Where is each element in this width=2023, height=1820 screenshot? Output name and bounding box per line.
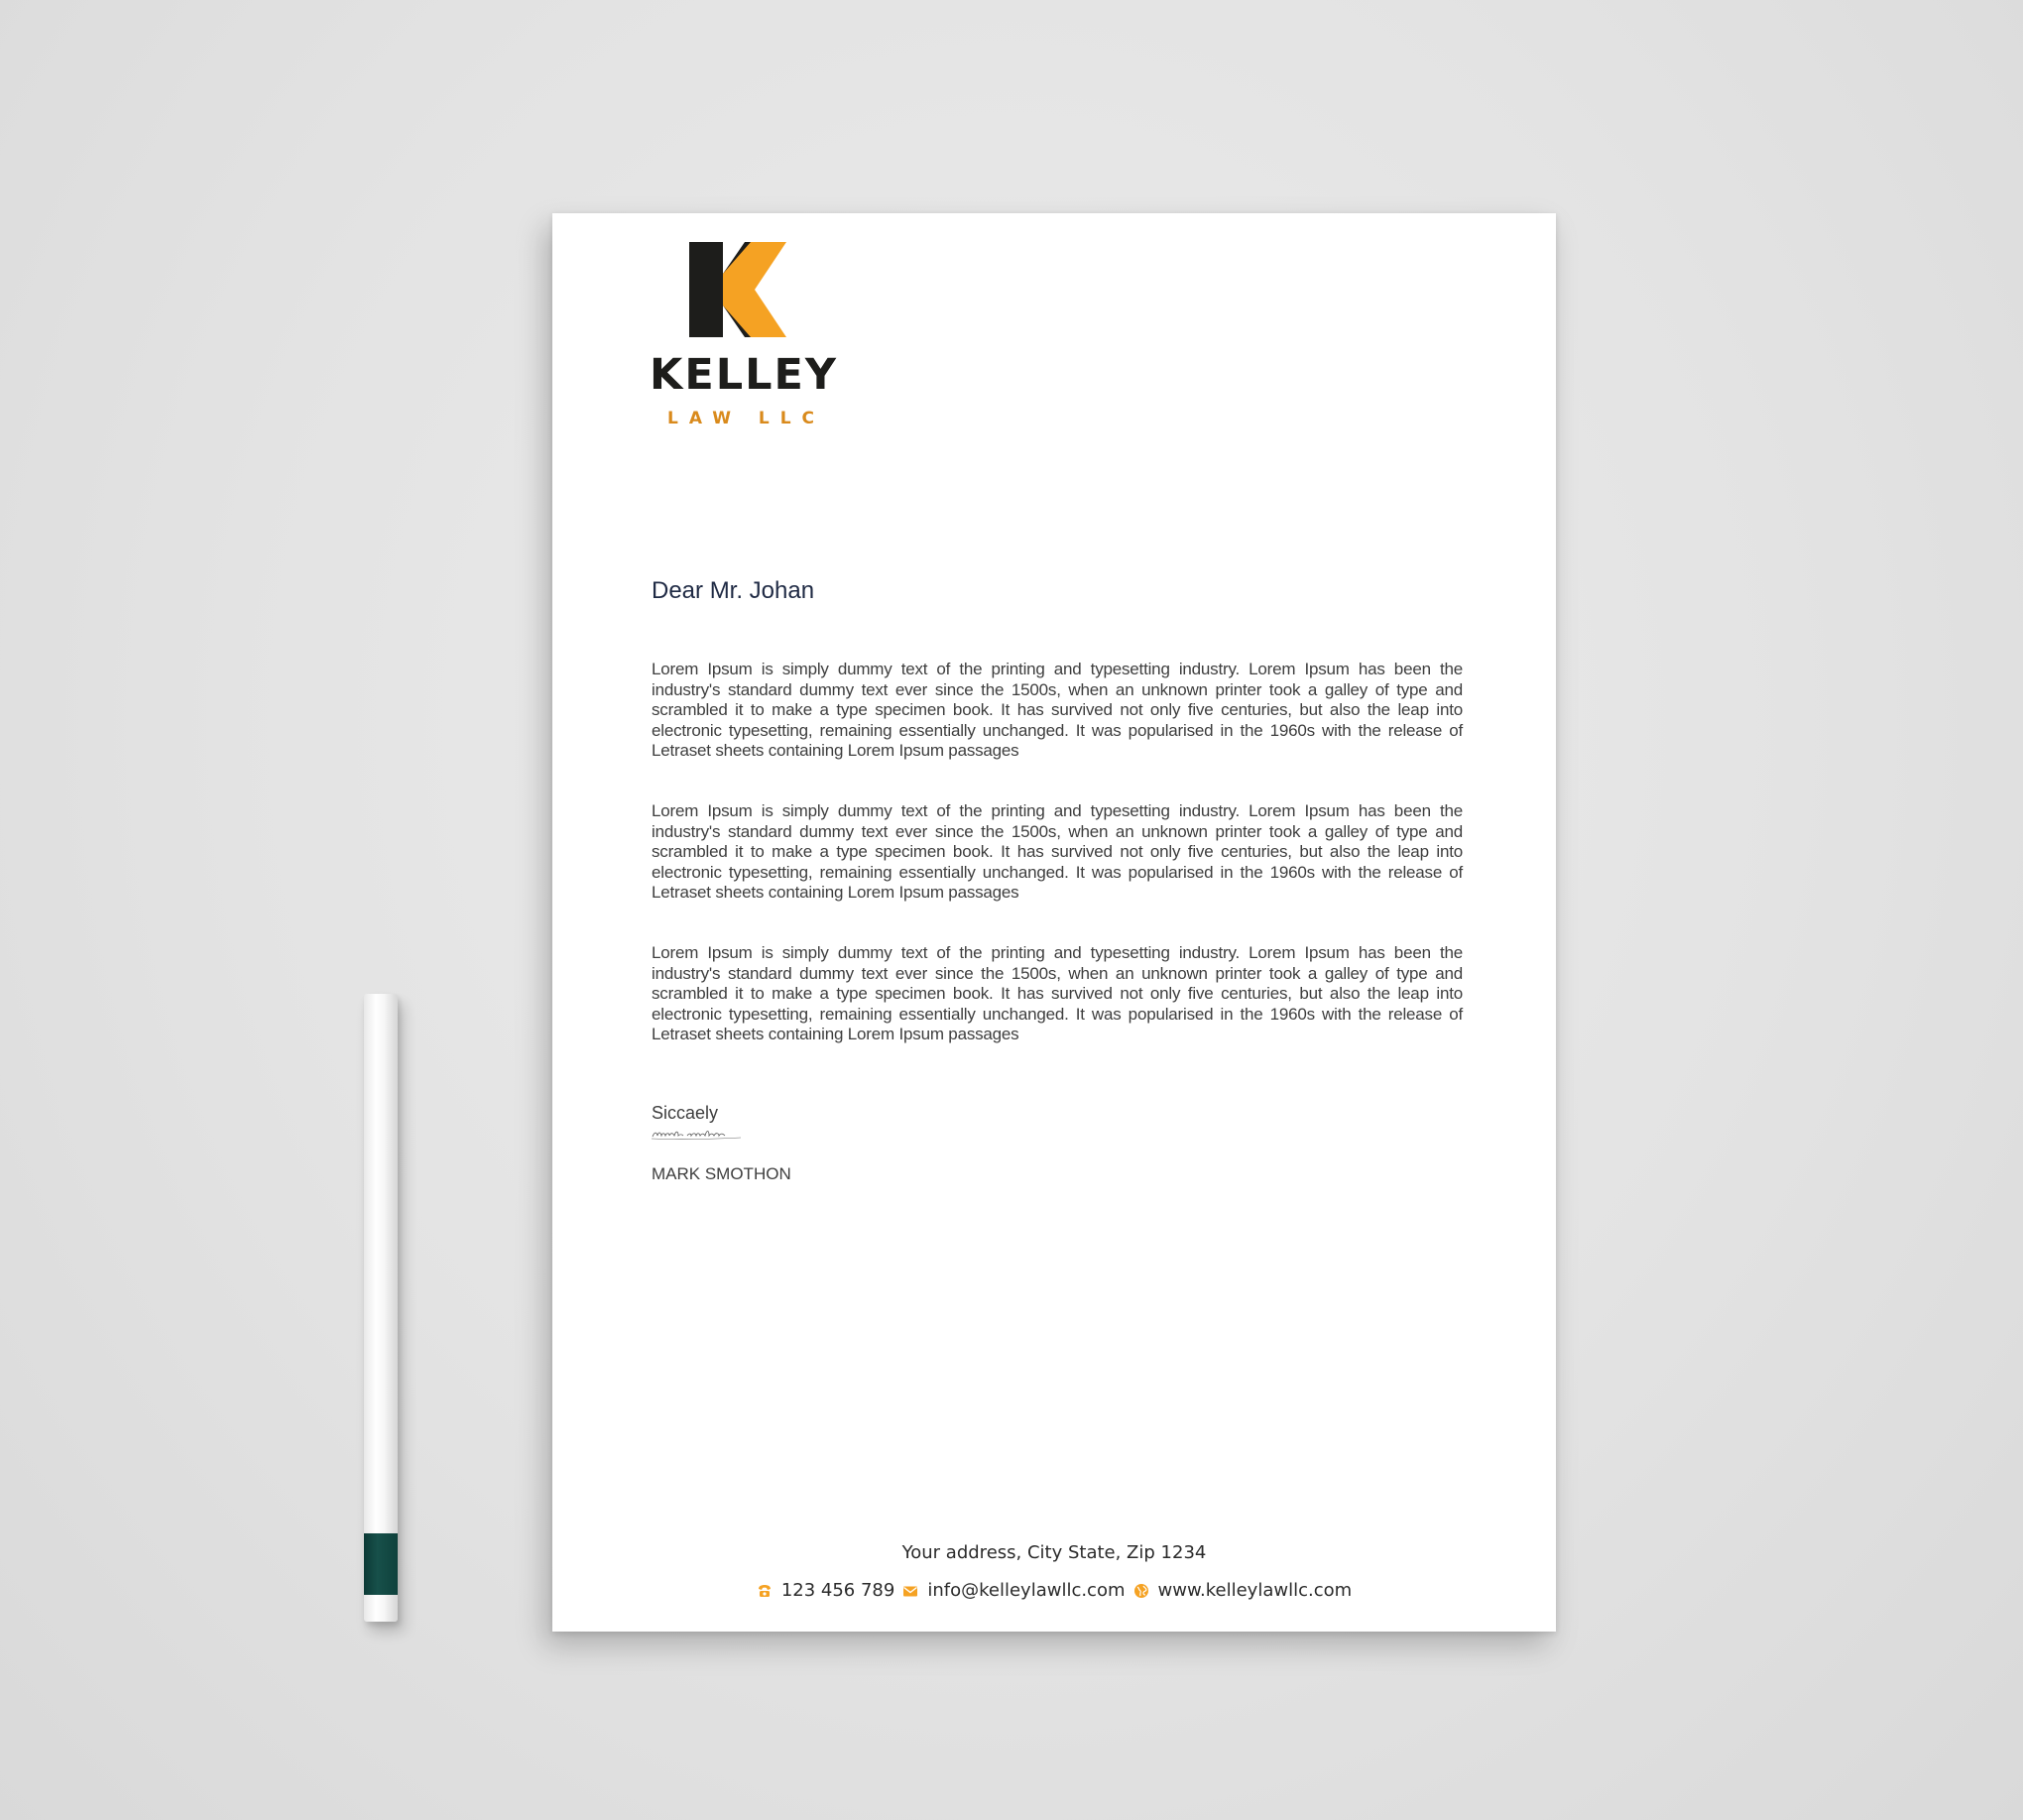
footer-address: Your address, City State, Zip 1234 <box>901 1542 1207 1563</box>
contact-phone-text: 123 456 789 <box>780 1580 895 1601</box>
handwritten-signature <box>652 1126 743 1142</box>
signer-name: MARK SMOTHON <box>652 1164 791 1183</box>
contact-email-text: info@kelleylawllc.com <box>927 1580 1126 1601</box>
salutation: Dear Mr. Johan <box>652 577 815 604</box>
pen-band <box>364 1533 398 1595</box>
envelope-icon <box>902 1583 918 1599</box>
letterhead-paper <box>552 213 1556 1632</box>
body-paragraph: Lorem Ipsum is simply dummy text of the printing and typesetting industry. Lorem Ipsum has been the industry's standard dummy text ever since the 1500s, when an unknown printer took a galley of type and scrambled it to make a type specimen book. It has survived not only five centuries, but also the leap into electronic typesetting, remaining essentially unchanged. It was popularised in the 1960s with the release of Letraset sheets containing Lorem Ipsum passages <box>652 801 1463 902</box>
contact-website <box>1133 1582 1353 1600</box>
body-paragraph: Lorem Ipsum is simply dummy text of the printing and typesetting industry. Lorem Ipsum has been the industry's standard dummy text ever since the 1500s, when an unknown printer took a galley of type and scrambled it to make a type specimen book. It has survived not only five centuries, but also the leap into electronic typesetting, remaining essentially unchanged. It was popularised in the 1960s with the release of Letraset sheets containing Lorem Ipsum passages <box>652 660 1463 760</box>
contact-website-text: www.kelleylawllc.com <box>1157 1580 1353 1601</box>
body-paragraph: Lorem Ipsum is simply dummy text of the printing and typesetting industry. Lorem Ipsum has been the industry's standard dummy text ever since the 1500s, when an unknown printer took a galley of type and scrambled it to make a type specimen book. It has survived not only five centuries, but also the leap into electronic typesetting, remaining essentially unchanged. It was popularised in the 1960s with the release of Letraset sheets containing Lorem Ipsum passages <box>652 943 1463 1043</box>
footer-contacts <box>552 1582 1556 1600</box>
phone-icon <box>757 1583 773 1599</box>
brand-name: KELLEY <box>650 350 839 400</box>
contact-phone <box>757 1582 895 1600</box>
kelley-k-logo-icon <box>689 242 792 337</box>
contact-email <box>902 1582 1125 1600</box>
globe-icon <box>1133 1583 1149 1599</box>
pen <box>364 994 398 1622</box>
brand-subtitle: LAW LLC <box>667 409 826 428</box>
closing: Siccaely <box>652 1103 719 1123</box>
